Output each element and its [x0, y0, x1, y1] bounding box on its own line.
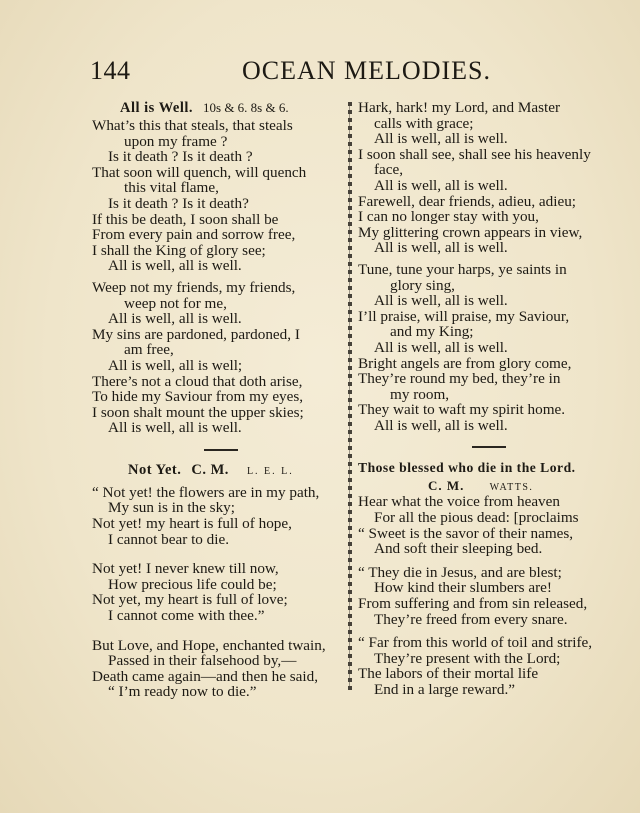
- verse-line: My sun is in the sky;: [108, 499, 235, 517]
- verse-line: They’re round my bed, they’re in: [358, 370, 561, 388]
- hymn-meter: C. M.: [428, 478, 465, 494]
- verse-line: But Love, and Hope, enchanted twain,: [92, 636, 326, 654]
- verse-line: To hide my Saviour from my eyes,: [92, 388, 304, 406]
- verse-line: and my King;: [390, 323, 474, 341]
- verse-line: Hear what the voice from heaven: [358, 493, 560, 511]
- verse-line: All is well, all is well.: [108, 419, 242, 437]
- verse-line: All is well, all is well.: [108, 257, 242, 275]
- stanza: [92, 485, 354, 547]
- stanza: [92, 638, 354, 700]
- verse-line: They wait to waft my spirit home.: [358, 401, 566, 419]
- verse-line: For all the pious dead: [proclaims: [374, 509, 579, 527]
- verse-line: All is well, all is well.: [374, 338, 508, 356]
- stanza: [358, 565, 614, 627]
- verse-line: upon my frame ?: [124, 132, 228, 150]
- verse-line: All is well, all is well.: [374, 176, 508, 194]
- verse-line: Bright angels are from glory come,: [358, 354, 572, 372]
- hymn-all-is-well-continued: [358, 100, 614, 433]
- stanza: [358, 494, 614, 556]
- verse-line: Is it death ? Is it death?: [108, 194, 249, 212]
- right-column: [358, 100, 614, 706]
- stanza: [358, 262, 614, 434]
- verse-line: All is well, all is well.: [108, 310, 242, 328]
- verse-line: glory sing,: [390, 276, 455, 294]
- hymn-all-is-well: [92, 100, 354, 436]
- verse-line: How kind their slumbers are!: [374, 579, 552, 597]
- verse-line: And soft their sleeping bed.: [374, 540, 543, 558]
- verse-line: I soon shalt mount the upper skies;: [92, 403, 304, 421]
- verse-line: this vital flame,: [124, 179, 219, 197]
- verse-line: The labors of their mortal life: [358, 665, 539, 683]
- verse-line: My sins are pardoned, pardoned, I: [92, 325, 300, 343]
- hymn-author: WATTS.: [489, 482, 534, 494]
- stanza: [358, 635, 614, 697]
- verse-line: All is well, all is well.: [374, 416, 508, 434]
- verse-line: calls with grace;: [374, 114, 474, 132]
- hymn-author: L. E. L.: [246, 465, 294, 477]
- page-number: 144: [90, 56, 131, 85]
- hymn-body: [358, 494, 614, 697]
- verse-line: weep not for me,: [124, 294, 227, 312]
- hymn-those-blessed: [358, 460, 614, 697]
- verse-line: All is well, all is well;: [108, 356, 243, 374]
- hymn-heading: [358, 460, 614, 478]
- verse-line: End in a large reward.”: [374, 681, 515, 698]
- page-header: [90, 56, 560, 96]
- hymn-heading: [92, 463, 354, 481]
- verse-line: I soon shall see, shall see his heavenly: [358, 145, 591, 163]
- stanza: [92, 561, 354, 623]
- verse-line: That soon will quench, will quench: [92, 163, 307, 181]
- verse-line: my room,: [390, 385, 450, 403]
- verse-line: I cannot bear to die.: [108, 530, 230, 548]
- hymn-body: [358, 100, 614, 433]
- hymn-title: Not Yet.: [128, 461, 182, 478]
- verse-line: If this be death, I soon shall be: [92, 210, 279, 228]
- verse-line: All is well, all is well.: [374, 130, 508, 148]
- verse-line: am free,: [124, 341, 174, 359]
- stanza: [92, 280, 354, 436]
- hymn-subheading: [358, 478, 614, 494]
- verse-line: Not yet, my heart is full of love;: [92, 591, 288, 609]
- verse-line: Weep not my friends, my friends,: [92, 278, 296, 296]
- verse-line: I can no longer stay with you,: [358, 208, 539, 226]
- hymn-title: Those blessed who die in the Lord.: [358, 460, 576, 476]
- hymn-heading: [92, 100, 354, 118]
- hymn-body: [92, 118, 354, 436]
- verse-line: I cannot come with thee.”: [108, 607, 265, 625]
- verse-line: They’re present with the Lord;: [374, 649, 561, 667]
- stanza: [358, 100, 614, 256]
- verse-line: My glittering crown appears in view,: [358, 223, 583, 241]
- verse-line: I shall the King of glory see;: [92, 241, 266, 259]
- verse-line: Farewell, dear friends, adieu, adieu;: [358, 192, 577, 210]
- verse-line: What’s this that steals, that steals: [92, 117, 293, 134]
- verse-line: “ I’m ready now to die.”: [108, 683, 257, 701]
- verse-line: Not yet! I never knew till now,: [92, 560, 279, 578]
- section-rule: [204, 449, 238, 451]
- verse-line: All is well, all is well.: [374, 292, 508, 310]
- left-column: [92, 100, 354, 714]
- verse-line: Hark, hark! my Lord, and Master: [358, 99, 561, 116]
- verse-line: “ Sweet is the savor of their names,: [358, 524, 574, 542]
- verse-line: There’s not a cloud that doth arise,: [92, 372, 303, 390]
- verse-line: Tune, tune your harps, ye saints in: [358, 260, 567, 278]
- verse-line: I’ll praise, will praise, my Saviour,: [358, 307, 570, 325]
- running-title: OCEAN MELODIES.: [242, 56, 491, 85]
- verse-line: They’re freed from every snare.: [374, 610, 568, 628]
- hymn-not-yet: [92, 463, 354, 700]
- verse-line: All is well, all is well.: [374, 239, 508, 257]
- verse-line: Death came again—and then he said,: [92, 667, 319, 685]
- hymn-body: [92, 485, 354, 700]
- verse-line: Is it death ? Is it death ?: [108, 148, 253, 166]
- verse-line: From every pain and sorrow free,: [92, 226, 296, 244]
- hymn-meter: 10s & 6. 8s & 6.: [203, 100, 289, 115]
- verse-line: How precious life could be;: [108, 575, 277, 593]
- section-rule: [472, 446, 506, 448]
- verse-line: “ Not yet! the flowers are in my path,: [92, 483, 320, 501]
- hymn-meter: C. M.: [191, 461, 229, 478]
- verse-line: Not yet! my heart is full of hope,: [92, 515, 292, 533]
- verse-line: Passed in their falsehood by,—: [108, 652, 297, 670]
- verse-line: “ They die in Jesus, and are blest;: [358, 563, 562, 581]
- hymn-title: All is Well.: [120, 100, 194, 116]
- verse-line: face,: [374, 161, 404, 179]
- stanza: [92, 118, 354, 274]
- verse-line: “ Far from this world of toil and strife,: [358, 634, 593, 652]
- verse-line: From suffering and from sin released,: [358, 595, 588, 613]
